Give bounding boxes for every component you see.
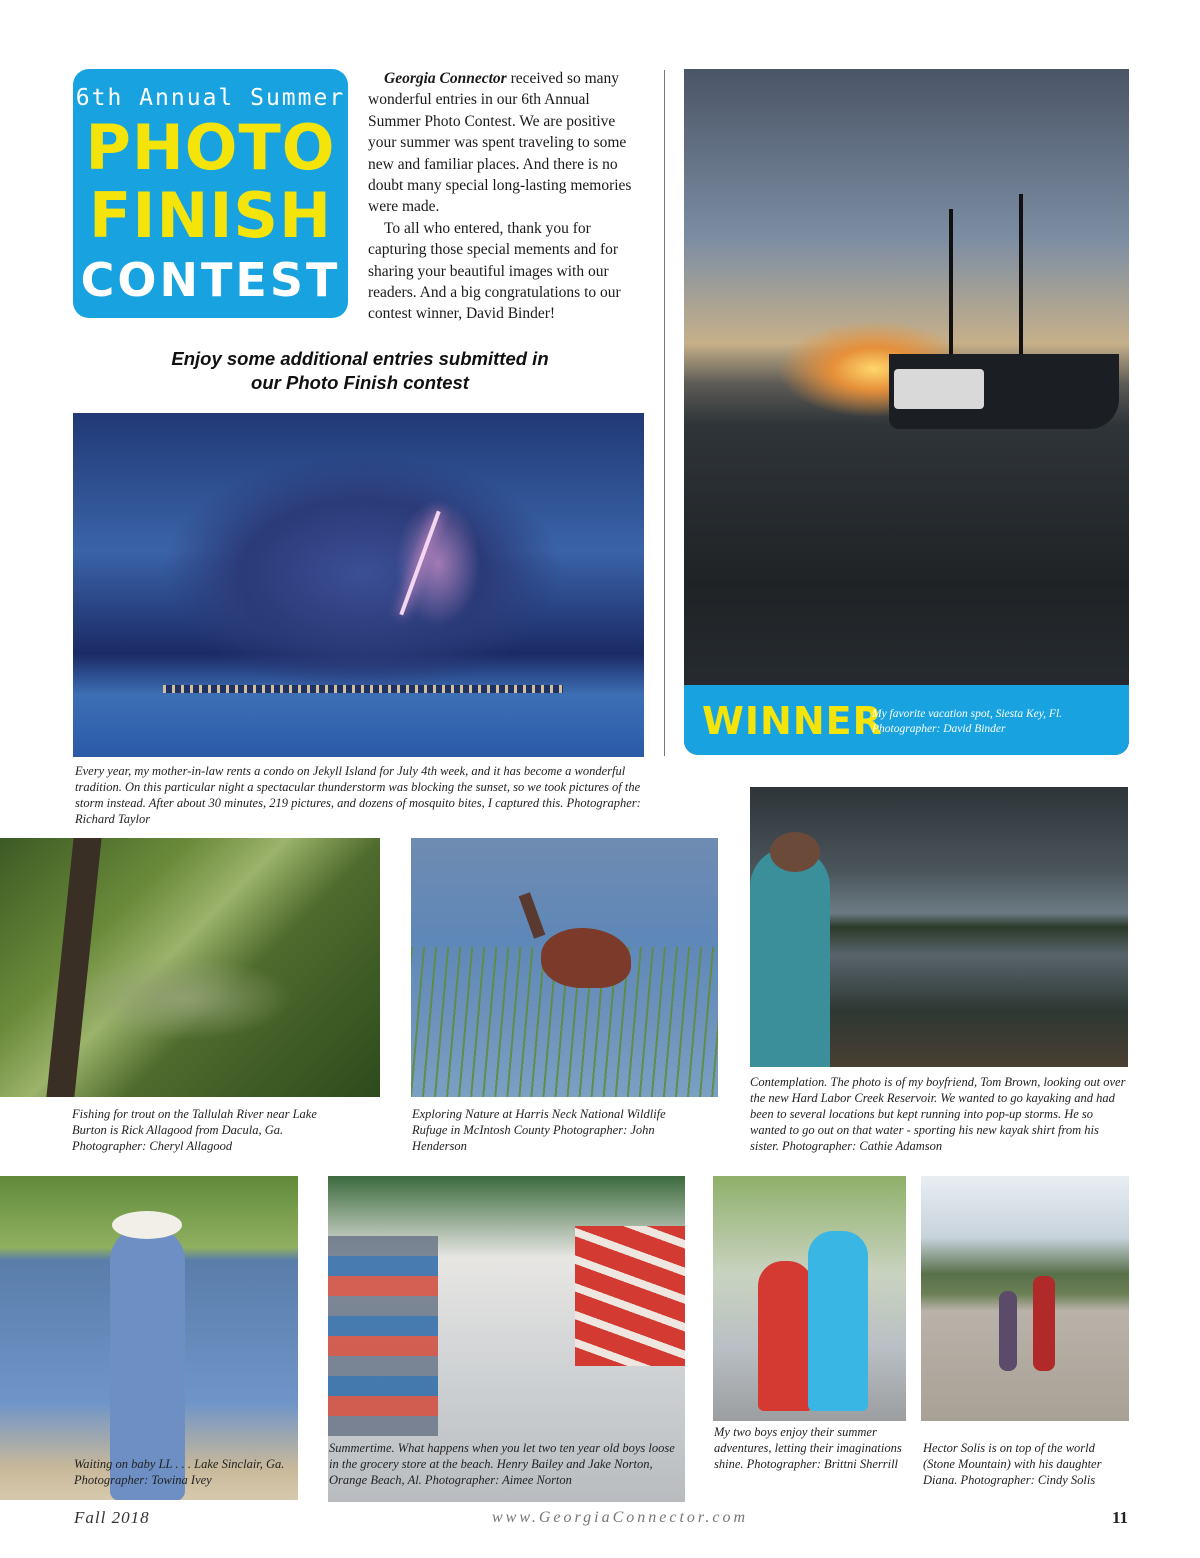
boy-figure xyxy=(808,1231,868,1411)
caption-trout: Fishing for trout on the Tallulah River near Lake Burton is Rick Allagood from Dacula, Ga. Photographer: Cheryl Allagood xyxy=(72,1107,317,1153)
photo-winner-shrimp-boats xyxy=(684,69,1129,755)
column-divider xyxy=(664,70,665,756)
photo-stone-mountain xyxy=(921,1176,1129,1421)
caption-mtn: Hector Solis is on top of the world (Stone Mountain) with his daughter Diana. Photographer: Cindy Solis xyxy=(923,1441,1102,1487)
photo-two-boys xyxy=(713,1176,906,1421)
photo-ibis xyxy=(411,838,718,1097)
lightning-bolt xyxy=(399,511,440,616)
sun-hat xyxy=(112,1211,182,1239)
photo-trout-fishing xyxy=(0,838,380,1097)
intro-paragraph-1 xyxy=(368,68,640,218)
beach-chairs xyxy=(575,1226,685,1366)
section-subhead xyxy=(100,347,620,395)
footer-url[interactable]: www.GeorgiaConnector.com xyxy=(492,1509,748,1526)
winner-banner xyxy=(684,685,1129,755)
man-head xyxy=(770,832,820,872)
caption-store: Summertime. What happens when you let two ten year old boys loose in the grocery store at the beach. Henry Bailey and Jake Norton, Orange Beach, Al. Photographer: Aimee Norton xyxy=(329,1441,675,1487)
caption-storm: Every year, my mother-in-law rents a condo on Jekyll Island for July 4th week, and it has become a wonderful tradition. On this particular night a spectacular thunderstorm was blocking the sunset, so we took pictures of the storm instead. After about 30 minutes, 219 pictures, and dozens of mosquito bites, I captured this. Photographer: Richard Taylor xyxy=(75,764,641,826)
winner-caption xyxy=(872,707,1062,737)
caption-lake: Contemplation. The photo is of my boyfriend, Tom Brown, looking out over the new Hard Labor Creek Reservoir. We wanted to go kayaking and had been to several locations but kept running into pop-up storms. He so wanted to go out on that water - sporting his new kayak shirt from his sister. Photographer: Cathie Adamson xyxy=(750,1075,1126,1153)
logo-line-2: PHOTO xyxy=(85,111,336,184)
caption-ibis: Exploring Nature at Harris Neck National Wildlife Rufuge in McIntosh County Photographer: John Henderson xyxy=(412,1107,666,1153)
subhead-line-2: our Photo Finish contest xyxy=(251,372,469,393)
photo-lake-sinclair xyxy=(0,1176,298,1500)
winner-caption-line-1: My favorite vacation spot, Siesta Key, Fl. xyxy=(872,708,1063,720)
bridge-lights xyxy=(163,685,563,693)
contest-logo xyxy=(73,69,348,318)
boy-figure xyxy=(758,1261,813,1411)
bird-neck xyxy=(519,892,546,938)
boat-mast xyxy=(1019,194,1023,369)
store-shelf xyxy=(328,1236,438,1436)
man-figure xyxy=(750,847,830,1067)
ibis-bird xyxy=(541,928,631,988)
photo-thunderstorm xyxy=(73,413,644,757)
intro-paragraph-1-text: received so many wonderful entries in our 6th Annual Summer Photo Contest. We are positive your summer was spent traveling to some new and familiar places. And there is no doubt many special long-lasting memories were made. xyxy=(368,70,632,216)
subhead-line-1: Enjoy some additional entries submitted in xyxy=(171,348,549,369)
boat-cabin xyxy=(894,369,984,409)
publication-name: Georgia Connector xyxy=(384,70,507,87)
girl-figure xyxy=(999,1291,1017,1371)
caption-preg: Waiting on baby LL . . . Lake Sinclair, Ga. Photographer: Towina Ivey xyxy=(74,1457,285,1487)
logo-line-3: FINISH xyxy=(89,179,332,252)
logo-line-4: CONTEST xyxy=(80,253,341,307)
photo-reservoir xyxy=(750,787,1128,1067)
man-figure xyxy=(1033,1276,1055,1371)
intro-text xyxy=(368,68,640,325)
footer-issue: Fall 2018 xyxy=(74,1508,150,1527)
tree-trunk xyxy=(46,838,101,1097)
logo-line-1: 6th Annual Summer xyxy=(75,85,346,111)
winner-label: WINNER xyxy=(702,699,883,743)
intro-paragraph-2: To all who entered, thank you for capturing those special mements and for sharing your beautiful images with our readers. And a big congratulations to our contest winner, David Binder! xyxy=(368,219,621,323)
page-number: 11 xyxy=(1111,1508,1128,1527)
boat-mast xyxy=(949,209,953,369)
caption-boys: My two boys enjoy their summer adventures, letting their imaginations shine. Photographer: Brittni Sherrill xyxy=(714,1425,902,1471)
winner-caption-line-2: Photographer: David Binder xyxy=(872,723,1006,735)
